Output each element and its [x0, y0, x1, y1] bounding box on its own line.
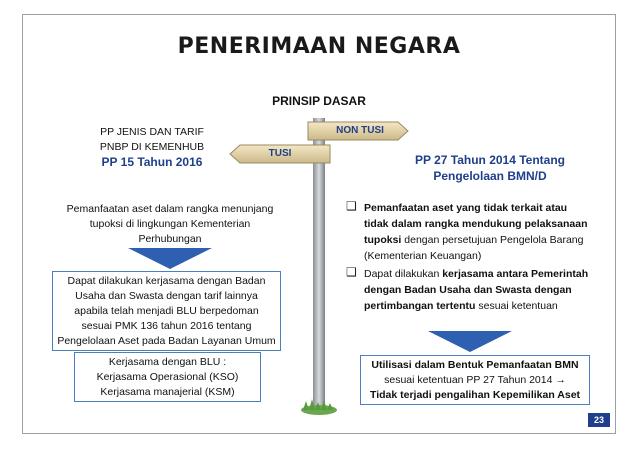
checkbox-bullet-icon: ❑	[346, 265, 357, 279]
right-heading-line1: PP 27 Tahun 2014 Tentang	[414, 153, 566, 167]
left-blu-box	[74, 352, 261, 402]
right-info-box	[360, 355, 590, 405]
left-box-line: Pengelolaan Aset pada Badan Layanan Umum	[57, 335, 276, 347]
blu-box-line: Kerjasama manajerial (KSM)	[100, 386, 235, 398]
bullet1-line4: (Kementerian Keuangan)	[364, 250, 482, 262]
left-desc-line3: Perhubungan	[138, 233, 202, 245]
left-desc-line1: Pemanfaatan aset dalam rangka menunjang	[66, 203, 274, 215]
right-box-line1: Utilisasi dalam Bentuk Pemanfaatan BMN	[371, 359, 579, 371]
checkbox-bullet-icon: ❑	[346, 199, 357, 213]
left-box-line: Usaha dan Swasta dengan tarif lainnya	[75, 290, 258, 302]
left-box-line: sesuai PMK 136 tahun 2016 tentang	[81, 320, 252, 332]
left-box-line: Dapat dilakukan kerjasama dengan Badan	[67, 275, 266, 287]
bullet1-line3	[364, 232, 604, 248]
left-heading-line2: PNBP DI KEMENHUB	[99, 141, 205, 153]
blu-box-line: Kerjasama dengan BLU :	[108, 356, 227, 368]
left-desc-line2: tupoksi di lingkungan Kementerian	[89, 218, 251, 230]
blu-box-line: Kerjasama Operasional (KSO)	[96, 371, 239, 383]
sign-tusi: TUSI	[268, 148, 292, 159]
subtitle: PRINSIP DASAR	[272, 94, 366, 108]
sign-non-tusi: NON TUSI	[336, 125, 384, 136]
left-down-arrow	[128, 248, 212, 270]
left-heading-pp: PP 15 Tahun 2016	[101, 155, 203, 169]
bullet1-line2: tidak dalam rangka mendukung pelaksanaan	[364, 218, 588, 230]
bullet1-line1: Pemanfaatan aset yang tidak terkait atau	[364, 202, 568, 214]
bullet2-bold1: kerjasama antara Pemerintah	[442, 268, 589, 280]
bullet2-plain: Dapat dilakukan	[364, 268, 443, 280]
bullet1	[364, 200, 604, 264]
page-title: PENERIMAAN NEGARA	[177, 34, 461, 59]
bullet2-rest: sesuai ketentuan	[475, 300, 558, 312]
bullet2-bold3: pertimbangan tertentu	[364, 300, 476, 312]
right-heading-line2: Pengelolaan BMN/D	[433, 169, 547, 183]
bullet2	[364, 266, 604, 314]
bullet1-rest: dengan persetujuan Pengelola Barang	[401, 234, 584, 246]
left-heading-line1: PP JENIS DAN TARIF	[100, 126, 204, 138]
bullet1-bold: tupoksi	[364, 234, 402, 246]
bullet2-line3	[364, 298, 604, 314]
bullet2-line2: dengan Badan Usaha dan Swasta dengan	[364, 284, 572, 296]
right-box-line3: Tidak terjadi pengalihan Kepemilikan Aset	[369, 389, 581, 401]
bullet2-line1	[364, 266, 604, 282]
page-number: 23	[588, 413, 610, 427]
left-info-box	[52, 271, 281, 351]
right-down-arrow	[428, 331, 512, 353]
right-box-line2: sesuai ketentuan PP 27 Tahun 2014 →	[384, 374, 566, 386]
left-box-line: apabila telah menjadi BLU berpedoman	[74, 305, 259, 317]
